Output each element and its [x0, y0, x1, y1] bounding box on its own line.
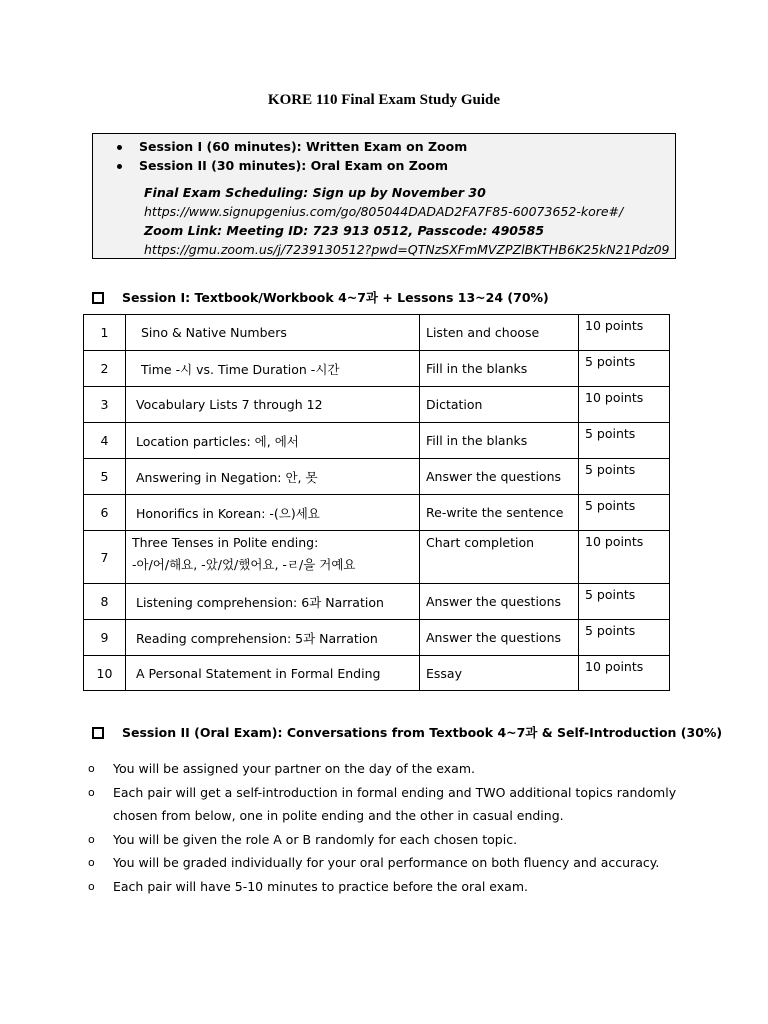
row-topic [126, 387, 420, 423]
row-question-type-text: Re-write the sentence [426, 505, 564, 520]
row-question-type-text: Answer the questions [426, 594, 562, 609]
row-topic-text: Vocabulary Lists 7 through 12 [136, 397, 323, 412]
table-row [84, 315, 670, 351]
circle-bullet-icon: o [88, 832, 95, 846]
row-points [579, 531, 670, 584]
session-2-heading: Session II (Oral Exam): Conversations from Textbook 4~7과 & Self-Introduction (30%) [92, 723, 722, 741]
row-topic-text: A Personal Statement in Formal Ending [136, 665, 381, 681]
row-question-type [420, 387, 579, 423]
row-topic [126, 531, 420, 584]
table-row [84, 387, 670, 423]
row-question-type-text: Essay [426, 665, 462, 681]
table-row [84, 495, 670, 531]
circle-bullet-icon: o [88, 785, 95, 799]
row-question-type-text: Dictation [426, 397, 483, 412]
row-number [84, 387, 126, 423]
row-points [579, 459, 670, 495]
row-points [579, 584, 670, 620]
exam-info-box [92, 133, 676, 259]
row-number-text: 8 [100, 594, 109, 609]
row-number [84, 531, 126, 584]
zoom-link[interactable]: https://gmu.zoom.us/j/7239130512?pwd=QTNzSXFmMVZPZlBKTHB6K25kN21Pdz09 [144, 242, 670, 257]
row-question-type-text: Fill in the blanks [426, 361, 528, 376]
row-question-type [420, 459, 579, 495]
row-points-text: 10 points [585, 390, 644, 405]
row-topic [126, 423, 420, 459]
row-points-text: 5 points [585, 426, 636, 441]
circle-bullet-icon: o [88, 879, 95, 893]
row-number-text: 10 [96, 665, 113, 681]
row-topic-text: Three Tenses in Polite ending: [132, 535, 319, 550]
checkbox-square-icon [92, 727, 104, 739]
list-item-text: Each pair will get a self-introduction in formal ending and TWO additional topics randomly chosen from below, one in polite ending and the other in casual ending. [113, 784, 677, 823]
list-item-text: You will be assigned your partner on the day of the exam. [113, 761, 475, 776]
row-question-type [420, 495, 579, 531]
table-row [84, 351, 670, 387]
row-number [84, 656, 126, 691]
session-1-heading: Session I: Textbook/Workbook 4~7과 + Lessons 13~24 (70%) [92, 288, 549, 306]
row-number-text: 9 [100, 630, 109, 645]
row-topic [126, 656, 420, 691]
row-points [579, 387, 670, 423]
row-question-type [420, 315, 579, 351]
list-item-text: You will be graded individually for your oral performance on both fluency and accuracy. [113, 855, 660, 870]
row-topic-text: Time -시 vs. Time Duration -시간 [141, 361, 340, 377]
row-topic [126, 620, 420, 656]
row-number [84, 459, 126, 495]
table-row [84, 531, 670, 584]
row-points [579, 315, 670, 351]
row-points-text: 10 points [585, 534, 644, 549]
row-number [84, 423, 126, 459]
row-points [579, 423, 670, 459]
table-row [84, 423, 670, 459]
row-topic [126, 459, 420, 495]
row-points [579, 656, 670, 691]
row-topic-text: Sino & Native Numbers [141, 325, 287, 340]
row-points-text: 5 points [585, 354, 636, 369]
row-topic [126, 351, 420, 387]
session-2-bullet: Session II (30 minutes): Oral Exam on Zoom [117, 158, 448, 173]
row-number [84, 315, 126, 351]
table-row [84, 459, 670, 495]
row-question-type-text: Listen and choose [426, 325, 540, 340]
row-number-text: 1 [100, 325, 109, 340]
row-number [84, 584, 126, 620]
row-points-text: 10 points [585, 318, 644, 333]
oral-exam-list [88, 757, 688, 898]
row-points [579, 495, 670, 531]
row-topic-text: Answering in Negation: 안, 못 [136, 469, 318, 485]
row-topic [126, 495, 420, 531]
row-topic-line-2: -아/어/해요, -았/었/했어요, -ㄹ/을 거예요 [132, 557, 356, 572]
row-number-text: 6 [100, 505, 109, 520]
row-points-text: 5 points [585, 587, 636, 602]
zoom-meeting-info: Zoom Link: Meeting ID: 723 913 0512, Passcode: 490585 [144, 223, 545, 238]
row-points-text: 5 points [585, 498, 636, 513]
row-topic-text: Location particles: 에, 에서 [136, 433, 299, 449]
row-points-text: 5 points [585, 462, 636, 477]
row-question-type [420, 656, 579, 691]
bullet-icon [117, 145, 122, 150]
row-question-type-text: Answer the questions [426, 469, 562, 484]
circle-bullet-icon: o [88, 856, 95, 869]
row-number [84, 495, 126, 531]
row-number [84, 620, 126, 656]
row-number-text: 3 [100, 397, 109, 412]
row-question-type [420, 531, 579, 584]
list-item [88, 828, 688, 852]
row-number-text: 5 [100, 469, 109, 484]
row-topic-text: Reading comprehension: 5과 Narration [136, 630, 378, 646]
row-question-type-text: Chart completion [426, 535, 535, 550]
row-question-type [420, 620, 579, 656]
checkbox-square-icon [92, 292, 104, 304]
row-number [84, 351, 126, 387]
row-question-type [420, 351, 579, 387]
row-topic [126, 315, 420, 351]
row-question-type [420, 584, 579, 620]
session-1-bullet: Session I (60 minutes): Written Exam on Zoom [117, 139, 467, 154]
session-1-table [83, 314, 670, 691]
row-points-text: 5 points [585, 623, 636, 638]
row-number-text: 7 [100, 549, 109, 565]
row-number-text: 2 [100, 361, 109, 376]
signup-link[interactable]: https://www.signupgenius.com/go/805044DADAD2FA7F85-60073652-kore#/ [144, 204, 624, 219]
row-question-type-text: Fill in the blanks [426, 433, 528, 448]
list-item [88, 781, 688, 828]
row-question-type-text: Answer the questions [426, 630, 562, 645]
row-question-type [420, 423, 579, 459]
row-topic [126, 584, 420, 620]
page-title: KORE 110 Final Exam Study Guide [267, 92, 501, 108]
list-item-text: Each pair will have 5-10 minutes to practice before the oral exam. [113, 878, 528, 894]
row-points [579, 351, 670, 387]
list-item-text: You will be given the role A or B randomly for each chosen topic. [113, 831, 518, 847]
list-item [88, 875, 688, 899]
scheduling-note: Final Exam Scheduling: Sign up by November 30 [144, 185, 486, 200]
row-topic-text: Honorifics in Korean: -(으)세요 [136, 505, 320, 521]
row-topic-text: Listening comprehension: 6과 Narration [136, 594, 384, 610]
table-row [84, 584, 670, 620]
row-points [579, 620, 670, 656]
list-item [88, 757, 688, 781]
row-points-text: 10 points [585, 659, 644, 674]
list-item [88, 851, 688, 875]
circle-bullet-icon: o [88, 762, 95, 775]
table-row [84, 620, 670, 656]
table-row [84, 656, 670, 691]
row-number-text: 4 [100, 433, 109, 448]
bullet-icon [117, 164, 122, 169]
